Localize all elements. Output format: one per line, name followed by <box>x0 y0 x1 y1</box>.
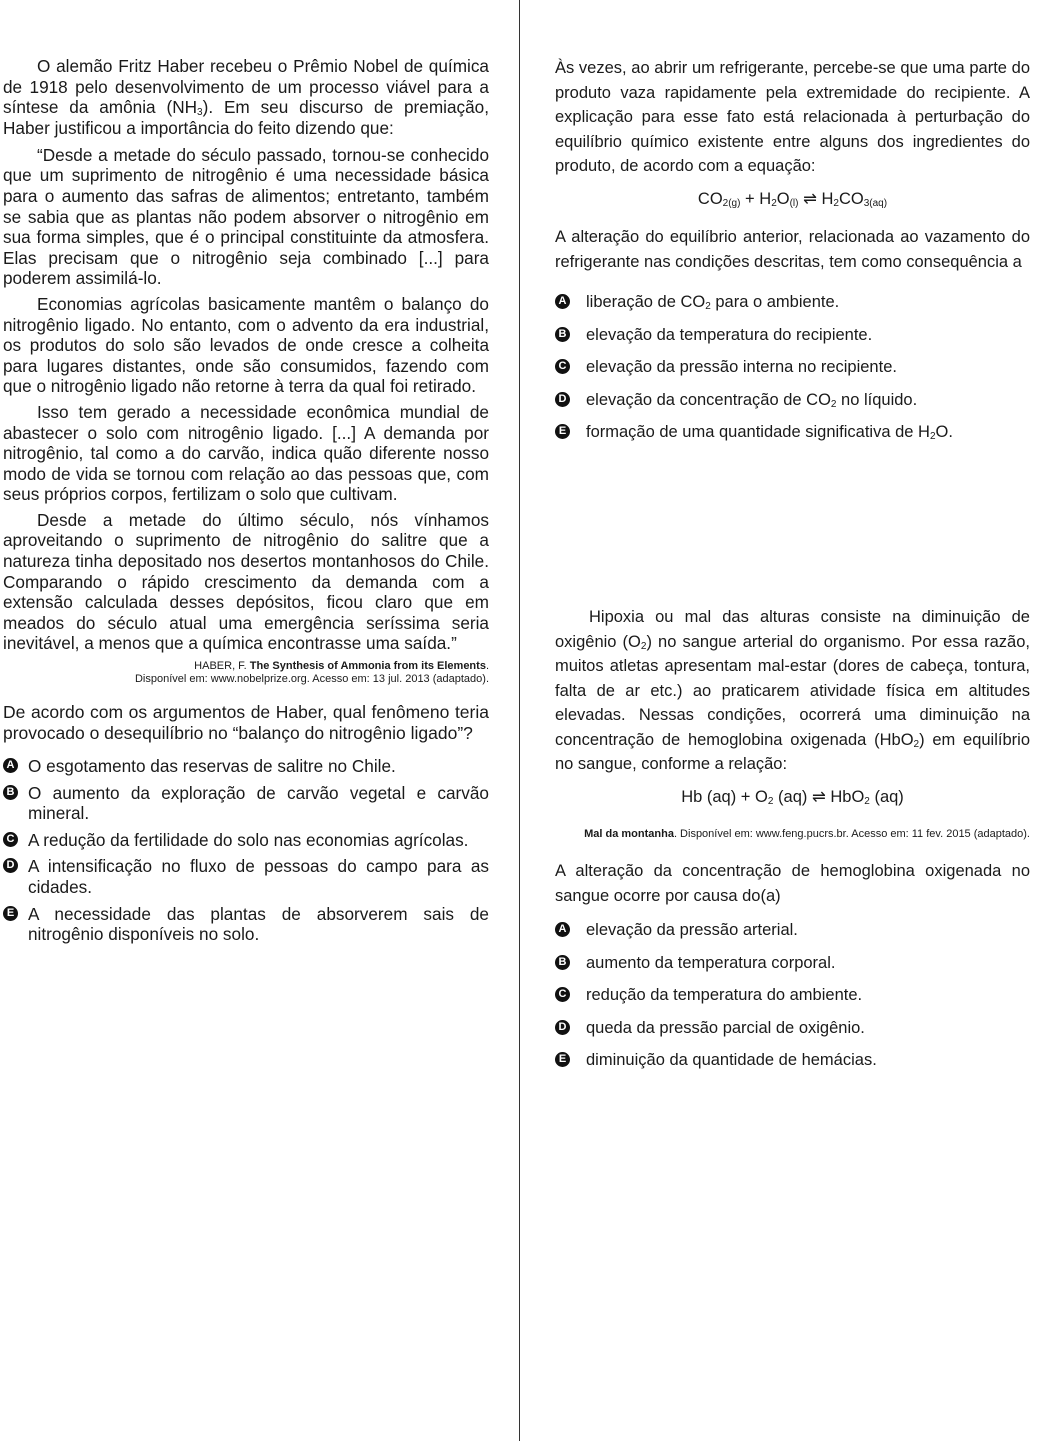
option-text <box>586 388 917 413</box>
option-text-part: elevação da pressão interna no recipiente. <box>586 358 897 376</box>
option-text <box>586 420 953 445</box>
text-paragraph: Às vezes, ao abrir um refrigerante, percebe-se que uma parte do produto vaza rapidamente pela extremidade do recipiente. A explicação para esse fato está relacionada à perturbação do equilíbrio químico existente entre alguns dos ingredientes do produto, de acordo com a equação: <box>555 59 1030 175</box>
option-text-part: 2 <box>929 431 936 442</box>
option-e[interactable] <box>3 904 489 945</box>
question-haber <box>3 56 489 951</box>
column-divider <box>519 0 520 1441</box>
option-d[interactable] <box>555 388 1030 413</box>
option-c[interactable] <box>555 355 1030 380</box>
option-c[interactable] <box>555 983 1030 1008</box>
option-b[interactable] <box>3 783 489 824</box>
option-e[interactable] <box>555 1048 1030 1073</box>
option-text: O esgotamento das reservas de salitre no Chile. <box>28 756 396 777</box>
option-letter-badge: B <box>3 785 18 800</box>
answer-options <box>555 918 1030 1073</box>
option-text-part: 2 <box>705 301 711 312</box>
option-text-part: O. <box>935 423 953 441</box>
chemical-equation: Hb $(aq) + O_2$ (aq) ⇌ HbO$_2$ (aq) <box>681 787 904 807</box>
option-letter-badge: C <box>555 987 570 1002</box>
option-letter-badge: A <box>555 294 570 309</box>
option-letter-badge: E <box>555 1052 570 1067</box>
answer-options <box>3 756 489 945</box>
chemical-equation: $CO_{2(g)} + H_2O_{(l)}$ ⇌ $H_2CO_{3(aq)}$ <box>697 189 888 209</box>
citation: HABER, F. The Synthesis of Ammonia from its Elements. Disponível em: www.nobelprize.org. Acesso em: 13 jul. 2013 (adaptado). <box>134 660 489 686</box>
option-text: A necessidade das plantas de absorverem sais de nitrogênio disponíveis no solo. <box>28 903 489 945</box>
option-letter-badge: D <box>555 1020 570 1035</box>
option-letter-badge: E <box>3 906 18 921</box>
option-text <box>586 323 872 348</box>
option-b[interactable] <box>555 951 1030 976</box>
option-text: A redução da fertilidade do solo nas economias agrícolas. <box>28 829 469 850</box>
option-text: O aumento da exploração de carvão vegetal e carvão mineral. <box>28 782 489 824</box>
question-stem: A alteração da concentração de hemoglobina oxigenada no sangue ocorre por causa do(a) <box>555 862 1030 905</box>
option-letter-badge: B <box>555 327 570 342</box>
option-e[interactable] <box>555 420 1030 445</box>
option-letter-badge: C <box>555 359 570 374</box>
answer-options <box>555 290 1030 445</box>
question-stem: A alteração do equilíbrio anterior, relacionada ao vazamento do refrigerante nas condições descritas, tem como consequência a <box>555 228 1030 271</box>
text-paragraph: Hipoxia ou mal das alturas consiste na diminuição de oxigênio $(O_2)$ no sangue arterial do organismo. Por essa razão, muitos atletas apresentam mal-estar (dores de cabeça, tontura, falta de ar etc.) ao praticarem atividade física em altitudes elevadas. Nessas condições, ocorrerá uma diminuição na concentração de hemoglobina oxigenada (HbO$_2$) em equilíbrio no sangue, conforme a relação: <box>555 608 1030 773</box>
option-letter-badge: D <box>555 392 570 407</box>
quote-paragraph: Desde a metade do último século, nós vínhamos aproveitando o suprimento de nitrogênio do salitre que a natureza tinha depositado nos desertos montanhosos do Chile. Comparando o rápido crescimento da demanda com a extensão calculada desses depósitos, ficou claro que em meados do século atual uma emergência seríssima seria inevitável, a menos que a química encontrasse uma saída.” <box>3 509 489 654</box>
option-letter-badge: B <box>555 955 570 970</box>
option-text: A intensificação no fluxo de pessoas do campo para as cidades. <box>28 856 489 897</box>
option-d[interactable] <box>3 856 489 897</box>
option-text-part: liberação de CO <box>586 293 706 311</box>
option-a[interactable] <box>3 756 489 777</box>
question-hipoxia <box>555 605 1030 1073</box>
option-b[interactable] <box>555 323 1030 348</box>
option-text-part: no líquido. <box>836 390 918 409</box>
option-text: aumento da temperatura corporal. <box>586 953 836 972</box>
option-text: diminuição da quantidade de hemácias. <box>586 1051 877 1069</box>
option-text: redução da temperatura do ambiente. <box>586 986 863 1004</box>
option-d[interactable] <box>555 1016 1030 1041</box>
option-text-part: 2 <box>830 398 837 410</box>
quote-paragraph: Economias agrícolas basicamente mantêm o balanço do nitrogênio ligado. No entanto, com o advento da era industrial, os produtos do solo são levados de onde cresce a colheita para lugares distantes, onde são consumidos, fazendo com que o nitrogênio ligado não retorne à terra da qual foi retirado. <box>3 293 489 397</box>
option-text <box>586 355 897 380</box>
right-column <box>555 56 1030 1081</box>
option-text-part: formação de uma quantidade significativa de H <box>586 423 930 441</box>
text-paragraph: O alemão Fritz Haber recebeu o Prêmio Nobel de química de 1918 pelo desenvolvimento de um processo viável para a síntese da amônia $(NH_3)$. Em seu discurso de premiação, Haber justificou a importância do feito dizendo que: <box>3 56 490 139</box>
option-text: elevação da pressão arterial. <box>586 921 798 939</box>
option-c[interactable] <box>3 830 489 851</box>
option-text-part: elevação da temperatura do recipiente. <box>586 325 873 344</box>
option-text-part: elevação da concentração de CO <box>586 390 831 409</box>
option-letter-badge: A <box>555 922 570 937</box>
quote-paragraph: “Desde a metade do século passado, tornou-se conhecido que um suprimento de nitrogênio é uma necessidade básica para o aumento das safras de alimentos; entretanto, também se sabia que as plantas não podem absorver o nitrogênio em sua forma simples, que é o principal constituinte da atmosfera. Elas precisam que o nitrogênio seja combinado [...] para poderem assimilá-lo. <box>3 144 489 289</box>
option-a[interactable] <box>555 918 1030 943</box>
citation: Mal da montanha. Disponível em: www.feng.pucrs.br. Acesso em: 11 fev. 2015 (adaptado). <box>584 828 1030 840</box>
question-refrigerante <box>555 56 1030 605</box>
option-letter-badge: E <box>555 424 570 439</box>
option-text <box>586 290 839 315</box>
quote-paragraph: Isso tem gerado a necessidade econômica mundial de abastecer o solo com nitrogênio ligado. [...] A demanda por nitrogênio, tal como a do carvão, indica quão diferente nosso modo de vida se tornou com relação ao das pessoas que, com seus próprios corpos, fertilizam o solo que cultivam. <box>3 401 489 505</box>
option-text: queda da pressão parcial de oxigênio. <box>586 1018 865 1037</box>
option-letter-badge: D <box>3 858 18 873</box>
option-a[interactable] <box>555 290 1030 315</box>
option-letter-badge: C <box>3 832 18 847</box>
option-text-part: para o ambiente. <box>710 293 840 311</box>
option-letter-badge: A <box>3 758 18 773</box>
question-stem: De acordo com os argumentos de Haber, qual fenômeno teria provocado o desequilíbrio no “balanço do nitrogênio ligado”? <box>3 702 489 744</box>
